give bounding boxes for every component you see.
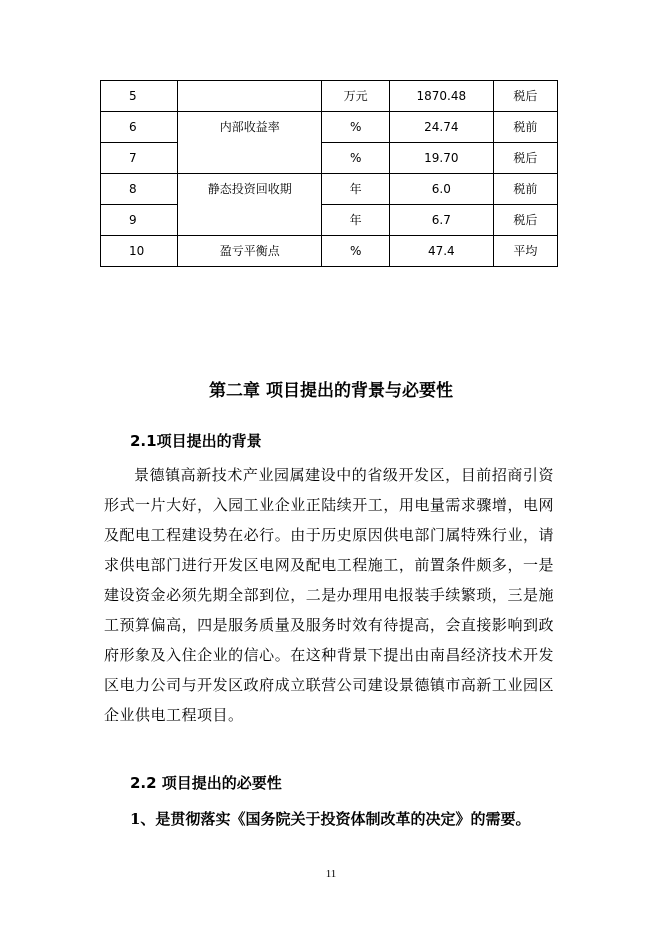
row-number: 7 — [101, 143, 178, 174]
item-name: 内部收益率 — [178, 112, 322, 143]
value-cell: 19.70 — [389, 143, 493, 174]
item-name: 静态投资回收期 — [178, 174, 322, 205]
table-row — [101, 236, 558, 267]
unit-cell: 年 — [322, 205, 390, 236]
row-number: 6 — [101, 112, 178, 143]
row-number: 5 — [101, 81, 178, 112]
value-cell: 6.0 — [389, 174, 493, 205]
value-cell: 1870.48 — [389, 81, 493, 112]
section-heading-2-1: 2.1项目提出的背景 — [130, 432, 262, 450]
value-cell: 6.7 — [389, 205, 493, 236]
row-number: 9 — [101, 205, 178, 236]
value-cell: 24.74 — [389, 112, 493, 143]
table-row — [101, 112, 558, 143]
necessity-item-1: 1、是贯彻落实《国务院关于投资体制改革的决定》的需要。 — [130, 810, 531, 828]
row-number: 10 — [101, 236, 178, 267]
unit-cell: 万元 — [322, 81, 390, 112]
unit-cell: 年 — [322, 174, 390, 205]
note-cell: 税前 — [493, 174, 557, 205]
table-row — [101, 205, 558, 236]
item-name: 盈亏平衡点 — [178, 236, 322, 267]
note-cell: 税前 — [493, 112, 557, 143]
unit-cell: % — [322, 143, 390, 174]
table-row — [101, 81, 558, 112]
value-cell: 47.4 — [389, 236, 493, 267]
unit-cell: % — [322, 236, 390, 267]
item-name — [178, 205, 322, 236]
unit-cell: % — [322, 112, 390, 143]
item-name — [178, 143, 322, 174]
item-name — [178, 81, 322, 112]
chapter-title: 第二章 项目提出的背景与必要性 — [209, 381, 453, 401]
financial-indicators-table — [100, 80, 558, 267]
page-number: 11 — [325, 868, 337, 880]
note-cell: 税后 — [493, 143, 557, 174]
section-heading-2-2: 2.2 项目提出的必要性 — [130, 774, 282, 792]
note-cell: 税后 — [493, 81, 557, 112]
row-number: 8 — [101, 174, 178, 205]
note-cell: 平均 — [493, 236, 557, 267]
table-row — [101, 143, 558, 174]
note-cell: 税后 — [493, 205, 557, 236]
background-paragraph: 景德镇高新技术产业园属建设中的省级开发区，目前招商引资形式一片大好，入园工业企业正陆续开工，用电量需求骤增，电网及配电工程建设势在必行。由于历史原因供电部门属特殊行业，请求供电部门进行开发区电网及配电工程施工，前置条件颇多，一是建设资金必须先期全部到位，二是办理用电报装手续繁琐，三是施工预算偏高，四是服务质量及服务时效有待提高，会直接影响到政府形象及入住企业的信心。在这种背景下提出由南昌经济技术开发区电力公司与开发区政府成立联营公司建设景德镇市高新工业园区企业供电工程项目。 — [104, 466, 554, 724]
table-row — [101, 174, 558, 205]
